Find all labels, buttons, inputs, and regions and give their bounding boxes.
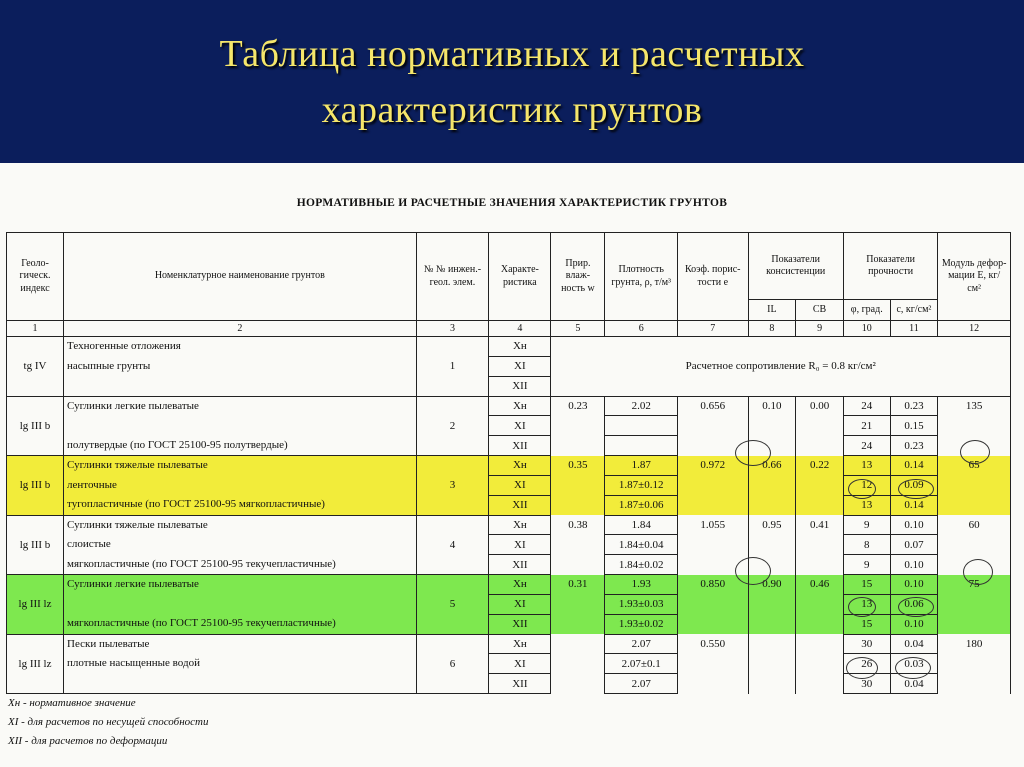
modulus-cell <box>938 436 1011 456</box>
density-cell: 1.87 <box>605 456 678 476</box>
modulus-cell <box>938 674 1011 694</box>
porosity-cell <box>677 614 748 634</box>
phi-cell: 15 <box>843 575 890 595</box>
soil-name-line: плотные насыщенные водой <box>67 657 200 669</box>
legend-symbol: XII <box>8 735 23 747</box>
header-consistency: Показатели консистенции <box>748 233 843 300</box>
cohesion-cell: 0.09 <box>890 475 938 495</box>
characteristic-cell: XII <box>489 555 551 575</box>
geo-index-cell: tg IV <box>7 337 64 397</box>
modulus-cell: 135 <box>938 396 1011 416</box>
soil-name-cell <box>64 337 417 397</box>
moisture-cell <box>551 674 605 694</box>
il-cell <box>748 436 796 456</box>
column-number: 5 <box>551 321 605 337</box>
characteristic-cell: XII <box>489 436 551 456</box>
soil-name-line: ленточные <box>67 478 117 491</box>
moisture-cell <box>551 654 605 674</box>
porosity-cell <box>677 654 748 674</box>
column-number: 7 <box>677 321 748 337</box>
phi-cell: 30 <box>843 674 890 694</box>
element-number-cell: 5 <box>416 575 489 635</box>
modulus-cell <box>938 535 1011 555</box>
soil-name-line: Суглинки тяжелые пылеватые <box>67 459 208 471</box>
modulus-cell <box>938 594 1011 614</box>
phi-cell: 13 <box>843 594 890 614</box>
cohesion-cell: 0.23 <box>890 396 938 416</box>
moisture-cell: 0.35 <box>551 456 605 476</box>
header-characteristic: Характе-ристика <box>489 233 551 321</box>
legend-item <box>8 732 208 751</box>
density-cell: 1.93±0.03 <box>605 594 678 614</box>
header-cb: CB <box>796 300 844 321</box>
element-number-cell: 1 <box>416 337 489 397</box>
cb-cell: 0.41 <box>796 515 844 535</box>
il-cell <box>748 416 796 436</box>
cb-cell <box>796 614 844 634</box>
moisture-cell: 0.31 <box>551 575 605 595</box>
column-number: 6 <box>605 321 678 337</box>
cb-cell <box>796 416 844 436</box>
density-cell: 2.07 <box>605 674 678 694</box>
moisture-cell: 0.38 <box>551 515 605 535</box>
characteristic-cell: XII <box>489 614 551 634</box>
cb-cell <box>796 674 844 694</box>
porosity-cell: 0.656 <box>677 396 748 416</box>
phi-cell: 12 <box>843 475 890 495</box>
characteristic-cell: XI <box>489 475 551 495</box>
cohesion-cell: 0.04 <box>890 674 938 694</box>
soil-name-cell <box>64 634 417 694</box>
soil-name-line: слоистые <box>67 538 111 550</box>
column-number-row <box>7 321 1011 337</box>
soil-name-cell <box>64 515 417 575</box>
header-element-number: № № инжен.-геол. элем. <box>416 233 489 321</box>
soil-name-cell <box>64 456 417 516</box>
density-cell: 2.07±0.1 <box>605 654 678 674</box>
column-number: 9 <box>796 321 844 337</box>
phi-cell: 24 <box>843 396 890 416</box>
il-cell: 0.66 <box>748 456 796 476</box>
cohesion-cell: 0.10 <box>890 614 938 634</box>
il-cell <box>748 674 796 694</box>
column-number: 11 <box>890 321 938 337</box>
modulus-cell <box>938 495 1011 515</box>
soil-name-line: полутвердые (по ГОСТ 25100-95 полутвердые) <box>67 438 288 451</box>
slide-title-line-2: характеристик грунтов <box>321 89 703 131</box>
porosity-cell <box>677 495 748 515</box>
modulus-cell <box>938 475 1011 495</box>
phi-cell: 13 <box>843 495 890 515</box>
il-cell <box>748 535 796 555</box>
document-heading: НОРМАТИВНЫЕ И РАСЧЕТНЫЕ ЗНАЧЕНИЯ ХАРАКТЕРИСТИК ГРУНТОВ <box>296 197 728 209</box>
phi-cell: 30 <box>843 634 890 654</box>
element-number-cell: 6 <box>416 634 489 694</box>
cb-cell <box>796 654 844 674</box>
porosity-cell <box>677 436 748 456</box>
moisture-cell <box>551 416 605 436</box>
design-resistance-note: Расчетное сопротивление R₀ = 0.8 кг/см² <box>551 337 1011 397</box>
characteristic-cell: XII <box>489 495 551 515</box>
phi-cell: 9 <box>843 515 890 535</box>
cohesion-cell: 0.03 <box>890 654 938 674</box>
header-porosity: Коэф. порис-тости e <box>677 233 748 321</box>
il-cell: 0.90 <box>748 575 796 595</box>
il-cell: 0.95 <box>748 515 796 535</box>
cohesion-cell: 0.06 <box>890 594 938 614</box>
header-moisture: Прир. влаж-ность w <box>551 233 605 321</box>
cohesion-cell: 0.10 <box>890 575 938 595</box>
header-density: Плотность грунта, ρ, т/м³ <box>605 233 678 321</box>
characteristic-cell: XI <box>489 594 551 614</box>
legend-symbol: Xн <box>8 697 21 709</box>
layer-row <box>7 515 1011 535</box>
porosity-cell: 1.055 <box>677 515 748 535</box>
legend-text: - для расчетов по несущей способности <box>18 716 209 728</box>
element-number-cell: 4 <box>416 515 489 575</box>
modulus-cell <box>938 416 1011 436</box>
cohesion-cell: 0.10 <box>890 515 938 535</box>
il-cell: 0.10 <box>748 396 796 416</box>
soil-characteristics-table <box>6 232 1011 694</box>
moisture-cell <box>551 495 605 515</box>
legend-item <box>8 713 208 732</box>
soil-name-line: насыпные грунты <box>67 359 151 372</box>
layer-row <box>7 634 1011 654</box>
cohesion-cell: 0.04 <box>890 634 938 654</box>
density-cell: 2.07 <box>605 634 678 654</box>
phi-cell: 9 <box>843 555 890 575</box>
slide-header <box>0 0 1024 163</box>
soil-name-line: тугопластичные (по ГОСТ 25100-95 мягкопластичные) <box>67 498 325 510</box>
characteristic-cell: XII <box>489 674 551 694</box>
modulus-cell: 65 <box>938 456 1011 476</box>
porosity-cell <box>677 475 748 495</box>
column-number: 2 <box>64 321 417 337</box>
header-geo-index: Геоло-гическ. индекс <box>7 233 64 321</box>
cb-cell: 0.22 <box>796 456 844 476</box>
porosity-cell <box>677 416 748 436</box>
column-number: 4 <box>489 321 551 337</box>
header-modulus: Модуль дефор-мации E, кг/см² <box>938 233 1011 321</box>
il-cell <box>748 555 796 575</box>
legend-text: - нормативное значение <box>20 697 136 709</box>
characteristic-cell: XI <box>489 535 551 555</box>
geo-index-cell: lg III lz <box>7 575 64 635</box>
layer-row <box>7 337 1011 357</box>
characteristic-cell: XI <box>489 416 551 436</box>
element-number-cell: 3 <box>416 456 489 516</box>
moisture-cell: 0.23 <box>551 396 605 416</box>
legend-item <box>8 694 208 713</box>
layer-row <box>7 575 1011 595</box>
column-number: 3 <box>416 321 489 337</box>
header-strength: Показатели прочности <box>843 233 937 300</box>
modulus-cell <box>938 614 1011 634</box>
moisture-cell <box>551 555 605 575</box>
column-number: 8 <box>748 321 796 337</box>
cb-cell <box>796 495 844 515</box>
layer-row <box>7 456 1011 476</box>
characteristic-cell: Xн <box>489 634 551 654</box>
modulus-cell <box>938 654 1011 674</box>
porosity-cell: 0.972 <box>677 456 748 476</box>
soil-name-line: Техногенные отложения <box>67 340 181 352</box>
phi-cell: 13 <box>843 456 890 476</box>
cohesion-cell: 0.10 <box>890 555 938 575</box>
column-number: 1 <box>7 321 64 337</box>
soil-name-line: Суглинки легкие пылеватые <box>67 578 199 590</box>
soil-name-line: мягкопластичные (по ГОСТ 25100-95 текучепластичные) <box>67 557 336 570</box>
moisture-cell <box>551 634 605 654</box>
density-cell: 1.84±0.04 <box>605 535 678 555</box>
moisture-cell <box>551 436 605 456</box>
soil-name-line: Пески пылеватые <box>67 637 150 650</box>
soil-name-line <box>67 416 413 436</box>
cb-cell <box>796 436 844 456</box>
phi-cell: 15 <box>843 614 890 634</box>
porosity-cell: 0.850 <box>677 575 748 595</box>
characteristic-cell: Xн <box>489 337 551 357</box>
soil-name-line <box>67 376 413 396</box>
soil-name-line <box>67 674 413 694</box>
moisture-cell <box>551 535 605 555</box>
porosity-cell <box>677 674 748 694</box>
porosity-cell <box>677 594 748 614</box>
cb-cell <box>796 555 844 575</box>
cb-cell: 0.46 <box>796 575 844 595</box>
porosity-cell: 0.550 <box>677 634 748 654</box>
porosity-cell <box>677 535 748 555</box>
phi-cell: 26 <box>843 654 890 674</box>
header-soil-name: Номенклатурное наименование грунтов <box>64 233 417 321</box>
density-cell: 1.93 <box>605 575 678 595</box>
density-cell: 1.84 <box>605 515 678 535</box>
modulus-cell: 75 <box>938 575 1011 595</box>
density-cell <box>605 416 678 436</box>
cohesion-cell: 0.15 <box>890 416 938 436</box>
characteristic-cell: XII <box>489 376 551 396</box>
geo-index-cell: lg III b <box>7 515 64 575</box>
header-phi: φ, град. <box>843 300 890 321</box>
geo-index-cell: lg III lz <box>7 634 64 694</box>
modulus-cell <box>938 555 1011 575</box>
density-cell: 1.84±0.02 <box>605 555 678 575</box>
il-cell <box>748 594 796 614</box>
density-cell: 1.93±0.02 <box>605 614 678 634</box>
il-cell <box>748 634 796 654</box>
geo-index-cell: lg III b <box>7 456 64 516</box>
il-cell <box>748 654 796 674</box>
soil-name-line <box>67 595 413 615</box>
phi-cell: 21 <box>843 416 890 436</box>
density-cell: 1.87±0.12 <box>605 475 678 495</box>
soil-name-cell <box>64 575 417 635</box>
porosity-cell <box>677 555 748 575</box>
layer-row <box>7 396 1011 416</box>
soil-name-line: Суглинки тяжелые пылеватые <box>67 518 208 531</box>
legend-text: - для расчетов по деформации <box>22 735 168 747</box>
density-cell: 1.87±0.06 <box>605 495 678 515</box>
slide-title-line-1: Таблица нормативных и расчетных <box>219 33 805 75</box>
moisture-cell <box>551 594 605 614</box>
characteristic-cell: Xн <box>489 515 551 535</box>
header-il: IL <box>748 300 796 321</box>
header-c: c, кг/см² <box>890 300 938 321</box>
element-number-cell: 2 <box>416 396 489 456</box>
density-cell: 2.02 <box>605 396 678 416</box>
cb-cell: 0.00 <box>796 396 844 416</box>
soil-name-line: Суглинки легкие пылеватые <box>67 399 199 412</box>
modulus-cell: 60 <box>938 515 1011 535</box>
characteristic-cell: XI <box>489 654 551 674</box>
il-cell <box>748 475 796 495</box>
cb-cell <box>796 594 844 614</box>
il-cell <box>748 614 796 634</box>
moisture-cell <box>551 475 605 495</box>
moisture-cell <box>551 614 605 634</box>
geo-index-cell: lg III b <box>7 396 64 456</box>
characteristic-cell: Xн <box>489 575 551 595</box>
cohesion-cell: 0.23 <box>890 436 938 456</box>
legend <box>8 694 208 751</box>
characteristic-cell: Xн <box>489 396 551 416</box>
phi-cell: 8 <box>843 535 890 555</box>
cohesion-cell: 0.14 <box>890 495 938 515</box>
il-cell <box>748 495 796 515</box>
cb-cell <box>796 634 844 654</box>
characteristic-cell: XI <box>489 356 551 376</box>
cb-cell <box>796 475 844 495</box>
legend-symbol: XI <box>8 716 19 728</box>
modulus-cell: 180 <box>938 634 1011 654</box>
characteristic-cell: Xн <box>489 456 551 476</box>
column-number: 12 <box>938 321 1011 337</box>
cohesion-cell: 0.14 <box>890 456 938 476</box>
soil-name-cell <box>64 396 417 456</box>
phi-cell: 24 <box>843 436 890 456</box>
column-number: 10 <box>843 321 890 337</box>
density-cell <box>605 436 678 456</box>
cb-cell <box>796 535 844 555</box>
soil-name-line: мягкопластичные (по ГОСТ 25100-95 текучепластичные) <box>67 617 336 629</box>
cohesion-cell: 0.07 <box>890 535 938 555</box>
